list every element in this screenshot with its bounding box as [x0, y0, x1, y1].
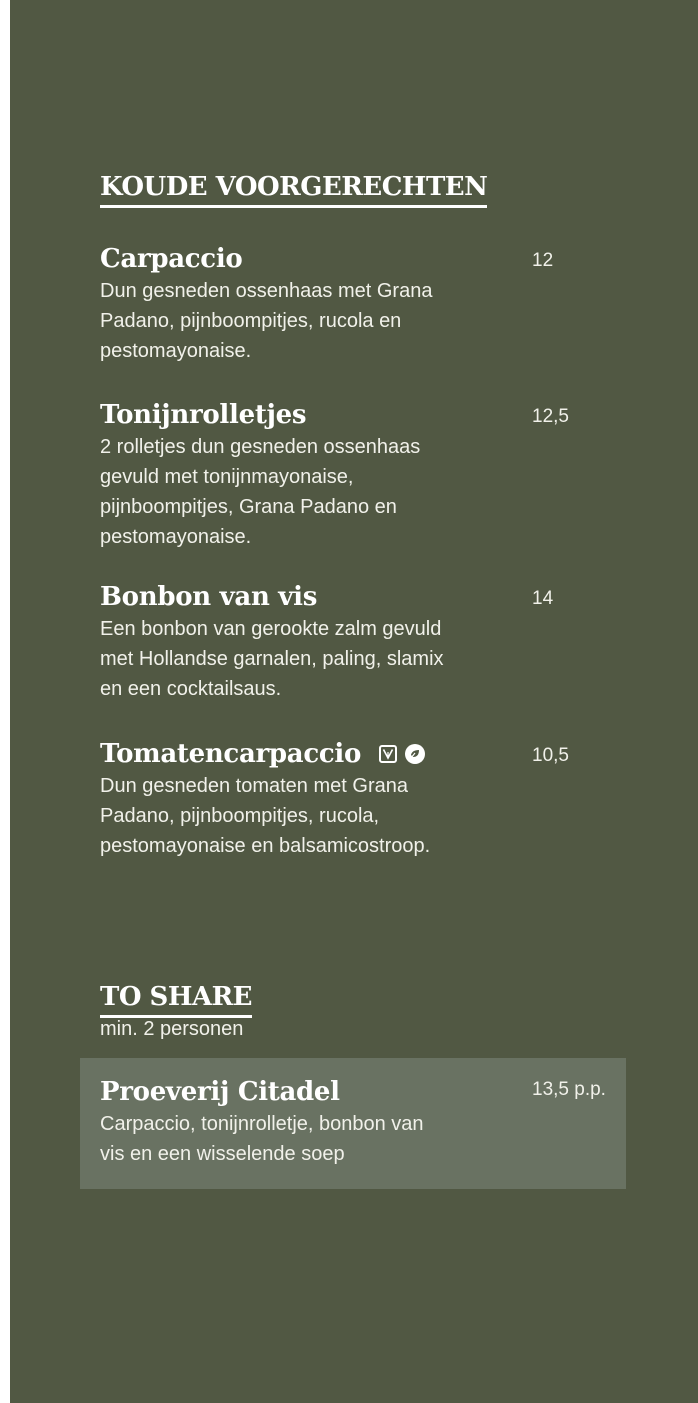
item-description: Een bonbon van gerookte zalm gevuld met Hollandse garnalen, paling, slamix en een cocktailsaus.: [100, 618, 444, 700]
item-name: Proeverij Citadel: [100, 1077, 340, 1107]
item-price: 14: [532, 588, 554, 609]
vegan-icon: [405, 744, 425, 764]
item-price: 13,5 p.p.: [532, 1079, 606, 1100]
menu-item-tomatencarpaccio: [100, 737, 620, 861]
menu-item-proeverij-citadel: [100, 1075, 620, 1169]
menu-item-bonbon-van-vis: [100, 580, 620, 704]
item-price: 12,5: [532, 406, 569, 427]
item-description: Dun gesneden tomaten met Grana Padano, pijnboompitjes, rucola, pestomayonaise en balsamicostroop.: [100, 775, 431, 857]
item-price: 10,5: [532, 745, 569, 766]
vegetarian-icon: [379, 745, 397, 763]
item-name: Tonijnrolletjes: [100, 400, 307, 430]
item-name: Carpaccio: [100, 244, 243, 274]
menu-page: [10, 0, 698, 1403]
item-description: Dun gesneden ossenhaas met Grana Padano, pijnboompitjes, rucola en pestomayonaise.: [100, 280, 433, 362]
item-description: Carpaccio, tonijnrolletje, bonbon van vis en een wisselende soep: [100, 1113, 424, 1165]
menu-item-carpaccio: [100, 242, 620, 366]
section-subtitle: min. 2 personen: [100, 1018, 244, 1040]
item-name: Tomatencarpaccio: [100, 739, 362, 769]
item-price: 12: [532, 250, 554, 271]
section-title-cold-starters: KOUDE VOORGERECHTEN: [100, 173, 487, 208]
section-title-to-share: TO SHARE: [100, 983, 252, 1018]
diet-badges: [379, 744, 425, 764]
item-description: 2 rolletjes dun gesneden ossenhaas gevuld met tonijnmayonaise, pijnboompitjes, Grana Padano en pestomayonaise.: [100, 436, 421, 548]
item-name: Bonbon van vis: [100, 582, 318, 612]
menu-item-tonijnrolletjes: [100, 398, 620, 552]
